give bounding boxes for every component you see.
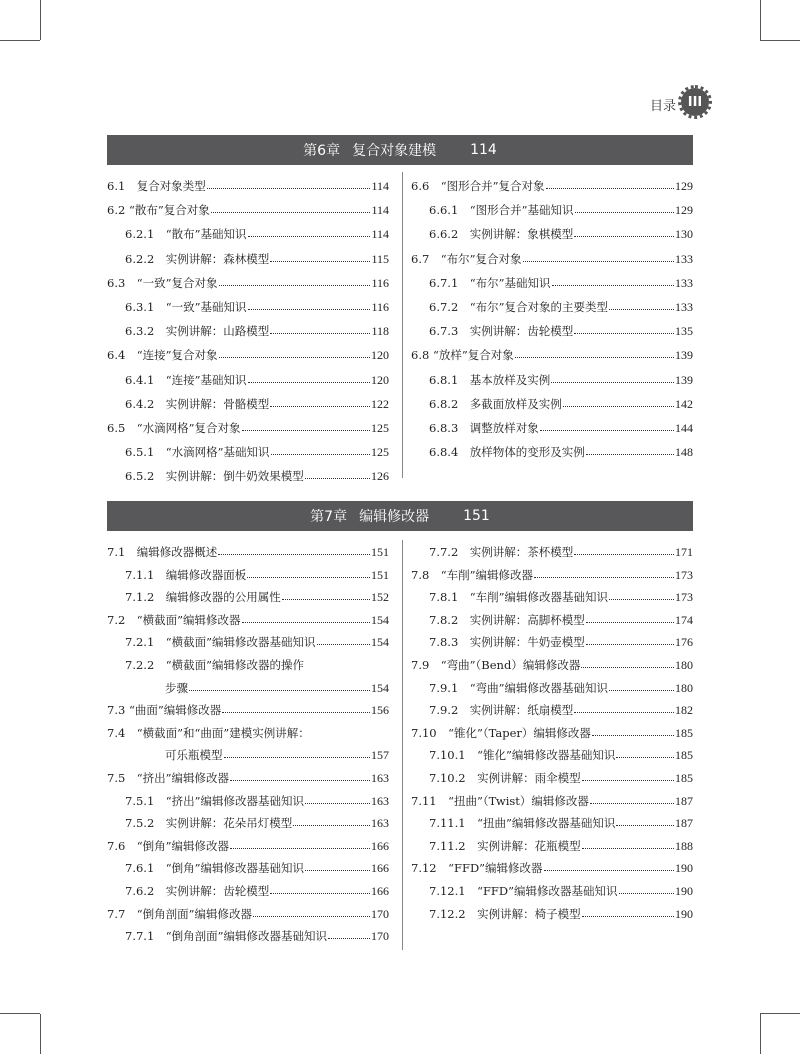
toc-entry[interactable] xyxy=(125,567,389,583)
leader-dots xyxy=(224,747,371,758)
toc-entry-title: 6.3.1 “一致”基础知识 xyxy=(125,300,247,314)
toc-entry-title: 7.8.3 实例讲解：牛奶壶模型 xyxy=(429,635,585,650)
toc-entry-page: 190 xyxy=(675,884,693,898)
toc-entry[interactable] xyxy=(107,178,389,194)
toc-entry-page: 163 xyxy=(371,816,389,831)
toc-entry-title: 6.6 “图形合并”复合对象 xyxy=(411,179,545,193)
toc-entry-title: 6.5 “水滴网格”复合对象 xyxy=(107,421,241,435)
leader-dots xyxy=(551,372,674,383)
toc-entry-title: 7.12 “FFD”编辑修改器 xyxy=(411,861,543,876)
toc-entry[interactable] xyxy=(411,860,693,876)
toc-entry-title: 7.3 “曲面”编辑修改器 xyxy=(107,703,222,718)
leader-dots xyxy=(515,347,674,358)
toc-entry-title: 7.9 “弯曲”（Bend）编辑修改器 xyxy=(411,658,581,672)
toc-entry[interactable] xyxy=(429,323,693,339)
toc-entry[interactable] xyxy=(165,747,389,763)
toc-entry[interactable] xyxy=(429,544,693,560)
leader-dots xyxy=(222,702,370,713)
toc-entry-page: 185 xyxy=(675,771,693,785)
toc-entry-page: 154 xyxy=(371,612,389,627)
toc-entry-title: 7.6.2 实例讲解：齿轮模型 xyxy=(125,884,270,898)
leader-dots xyxy=(581,657,674,668)
toc-entry[interactable] xyxy=(125,396,389,412)
toc-entry[interactable] xyxy=(125,299,389,315)
leader-dots xyxy=(253,906,370,917)
leader-dots xyxy=(616,815,674,826)
leader-dots xyxy=(574,323,674,334)
column-divider xyxy=(402,540,403,950)
leader-dots xyxy=(328,928,370,939)
chapter-6-heading xyxy=(107,135,693,165)
toc-entry-title: 7.7.1 “倒角剖面”编辑修改器基础知识 xyxy=(125,929,328,944)
toc-entry-page: 133 xyxy=(675,300,693,314)
toc-entry[interactable] xyxy=(429,226,693,242)
leader-dots xyxy=(546,178,674,189)
toc-entry[interactable] xyxy=(411,725,693,741)
leader-dots xyxy=(293,815,370,826)
leader-dots xyxy=(248,226,371,237)
page-number: III xyxy=(687,94,703,110)
leader-dots xyxy=(582,906,674,917)
toc-entry-title: 7.1.2 编辑修改器的公用属性 xyxy=(125,590,281,605)
toc-entry[interactable] xyxy=(107,725,389,741)
toc-entry[interactable] xyxy=(429,680,693,696)
leader-dots xyxy=(248,299,371,310)
chapter-title: 复合对象建模 xyxy=(352,143,437,159)
toc-entry-page: 120 xyxy=(371,372,389,387)
leader-dots xyxy=(540,420,674,431)
leader-dots xyxy=(271,444,370,455)
toc-entry-title: 6.2.2 实例讲解：森林模型 xyxy=(125,251,270,266)
leader-dots xyxy=(305,860,370,871)
toc-entry-page: 171 xyxy=(675,545,693,559)
toc-entry-title: 7.10.2 实例讲解：雨伞模型 xyxy=(429,771,581,785)
toc-entry-page: 116 xyxy=(371,300,389,314)
toc-entry-title: 7.6.1 “倒角”编辑修改器基础知识 xyxy=(125,861,305,876)
toc-entry-title: 7.7 “倒角剖面”编辑修改器 xyxy=(107,906,253,921)
toc-entry-page: 180 xyxy=(675,680,693,695)
toc-entry[interactable] xyxy=(411,657,693,673)
toc-entry-title: 7.11.1 “扭曲”编辑修改器基础知识 xyxy=(429,816,616,831)
toc-entry-page: 118 xyxy=(371,324,389,339)
leader-dots xyxy=(586,444,674,455)
toc-entry-page: 129 xyxy=(675,179,693,193)
leader-dots xyxy=(189,680,370,691)
toc-entry[interactable] xyxy=(411,251,693,267)
toc-entry-title: 6.7.2 “布尔”复合对象的主要类型 xyxy=(429,300,609,314)
leader-dots xyxy=(270,883,370,894)
toc-entry-page: 170 xyxy=(371,906,389,921)
toc-entry[interactable] xyxy=(125,657,389,673)
toc-entry-title: 7.8.1 “车削”编辑修改器基础知识 xyxy=(429,590,609,605)
toc-entry[interactable] xyxy=(125,793,389,809)
chapter-title: 编辑修改器 xyxy=(359,509,430,525)
leader-dots xyxy=(270,251,370,262)
toc-entry[interactable] xyxy=(429,202,693,218)
toc-entry-page: 190 xyxy=(675,861,693,876)
chapter-page: 114 xyxy=(470,142,497,158)
toc-entry-page: 173 xyxy=(675,567,693,582)
leader-dots xyxy=(305,793,370,804)
toc-entry[interactable] xyxy=(125,468,389,484)
toc-entry-title: 7.7.2 实例讲解：茶杯模型 xyxy=(429,545,574,559)
toc-entry[interactable] xyxy=(411,178,693,194)
toc-entry-page: 188 xyxy=(675,838,693,853)
crop-mark xyxy=(760,40,800,41)
toc-entry-title: 7.4 “横截面”和“曲面”建模实例讲解： xyxy=(107,725,310,740)
toc-entry-title: 6.7.3 实例讲解：齿轮模型 xyxy=(429,324,574,339)
leader-dots xyxy=(242,612,370,623)
toc-entry-page: 176 xyxy=(675,635,693,650)
crop-mark xyxy=(760,1014,761,1054)
toc-entry-page: 120 xyxy=(371,348,389,363)
leader-dots xyxy=(586,634,674,645)
toc-entry-page: 152 xyxy=(371,590,389,605)
toc-entry[interactable] xyxy=(107,770,389,786)
toc-entry[interactable] xyxy=(429,883,693,899)
leader-dots xyxy=(305,468,370,479)
toc-entry[interactable] xyxy=(125,815,389,831)
toc-entry-page: 142 xyxy=(675,396,693,411)
leader-dots xyxy=(282,589,370,600)
toc-entry[interactable] xyxy=(125,251,389,267)
toc-entry-title: 7.2.2 “横截面”编辑修改器的操作 xyxy=(125,658,305,672)
leader-dots xyxy=(247,567,370,578)
toc-entry-page: 180 xyxy=(675,658,693,672)
toc-entry-page: 151 xyxy=(371,545,389,559)
leader-dots xyxy=(270,323,370,334)
toc-entry[interactable] xyxy=(107,275,389,291)
toc-entry-page: 130 xyxy=(675,227,693,242)
toc-entry-title: 6.4 “连接”复合对象 xyxy=(107,348,218,363)
toc-entry-page: 166 xyxy=(371,838,389,853)
toc-entry[interactable] xyxy=(125,323,389,339)
toc-entry-title: 6.8 “放样”复合对象 xyxy=(411,348,514,363)
toc-entry[interactable] xyxy=(107,906,389,922)
toc-entry-page: 182 xyxy=(675,703,693,718)
toc-entry-page: 114 xyxy=(371,203,389,218)
toc-entry-title: 7.9.1 “弯曲”编辑修改器基础知识 xyxy=(429,680,609,695)
leader-dots xyxy=(230,838,370,849)
toc-entry-page: 173 xyxy=(675,590,693,605)
toc-entry[interactable] xyxy=(429,747,693,763)
leader-dots xyxy=(248,372,370,383)
leader-dots xyxy=(590,793,674,804)
toc-entry[interactable] xyxy=(411,567,693,583)
toc-entry[interactable] xyxy=(107,544,389,560)
toc-entry-title: 7.10.1 “锥化”编辑修改器基础知识 xyxy=(429,748,616,763)
toc-entry-title: 6.2 “散布”复合对象 xyxy=(107,203,210,218)
toc-entry[interactable] xyxy=(107,612,389,628)
toc-entry-page: 122 xyxy=(371,396,389,411)
leader-dots xyxy=(207,178,371,189)
toc-entry-page: 154 xyxy=(371,635,389,650)
leader-dots xyxy=(619,883,674,894)
toc-entry-page: 114 xyxy=(371,227,389,242)
toc-entry[interactable] xyxy=(429,275,693,291)
toc-entry[interactable] xyxy=(125,883,389,899)
crop-mark xyxy=(760,0,761,40)
toc-entry[interactable] xyxy=(429,420,693,436)
leader-dots xyxy=(552,275,674,286)
leader-dots xyxy=(523,251,674,262)
toc-entry[interactable] xyxy=(429,372,693,388)
toc-entry-page: 114 xyxy=(371,179,389,193)
toc-entry[interactable] xyxy=(429,634,693,650)
toc-entry-title: 6.3 “一致”复合对象 xyxy=(107,275,218,290)
toc-entry-title: 7.1.1 编辑修改器面板 xyxy=(125,567,247,582)
toc-entry-title: 7.11.2 实例讲解：花瓶模型 xyxy=(429,838,581,853)
toc-entry-page: 154 xyxy=(371,680,389,695)
toc-entry-page: 125 xyxy=(371,445,389,460)
toc-entry[interactable] xyxy=(125,634,389,650)
leader-dots xyxy=(211,202,371,213)
toc-entry[interactable] xyxy=(107,838,389,854)
toc-entry-title: 7.10 “锥化”（Taper）编辑修改器 xyxy=(411,725,591,740)
toc-entry-title: 6.4.1 “连接”基础知识 xyxy=(125,372,247,387)
toc-entry-title: 7.2 “横截面”编辑修改器 xyxy=(107,612,241,627)
crop-mark xyxy=(0,1013,40,1014)
toc-entry[interactable] xyxy=(429,444,693,460)
toc-entry-page: 166 xyxy=(371,884,389,898)
toc-entry-page: 166 xyxy=(371,861,389,876)
toc-entry[interactable] xyxy=(429,299,693,315)
toc-entry[interactable] xyxy=(429,906,693,922)
toc-entry-page: 129 xyxy=(675,203,693,218)
toc-entry-page: 139 xyxy=(675,372,693,387)
toc-entry-title: 7.5.1 “挤出”编辑修改器基础知识 xyxy=(125,793,305,808)
leader-dots xyxy=(242,420,370,431)
toc-entry-page: 148 xyxy=(675,445,693,460)
leader-dots xyxy=(574,544,674,555)
toc-entry-title: 6.8.1 基本放样及实例 xyxy=(429,372,551,387)
toc-entry-title: 6.6.2 实例讲解：象棋模型 xyxy=(429,227,574,242)
leader-dots xyxy=(609,680,674,691)
toc-entry-title: 6.8.4 放样物体的变形及实例 xyxy=(429,445,585,460)
toc-entry[interactable] xyxy=(429,612,693,628)
toc-entry-page: 139 xyxy=(675,348,693,363)
toc-entry[interactable] xyxy=(125,372,389,388)
leader-dots xyxy=(586,612,674,623)
toc-entry-page: 170 xyxy=(371,929,389,944)
toc-entry-title: 6.5.2 实例讲解：倒牛奶效果模型 xyxy=(125,469,304,484)
toc-entry[interactable] xyxy=(411,793,693,809)
crop-mark xyxy=(760,1013,800,1014)
toc-entry-page: 163 xyxy=(371,771,389,785)
toc-entry-title: 7.6 “倒角”编辑修改器 xyxy=(107,838,230,853)
toc-entry-title: 7.12.2 实例讲解：椅子模型 xyxy=(429,906,581,921)
running-header: 目录 xyxy=(649,99,676,114)
chapter-page: 151 xyxy=(463,508,490,524)
toc-entry-title: 6.4.2 实例讲解：骨骼模型 xyxy=(125,396,270,411)
toc-entry-page: 135 xyxy=(675,324,693,339)
toc-entry-title: 6.6.1 “图形合并”基础知识 xyxy=(429,203,574,218)
toc-entry-page: 133 xyxy=(675,275,693,290)
toc-entry-page: 187 xyxy=(675,793,693,808)
leader-dots xyxy=(582,838,674,849)
toc-entry-title: 6.1 复合对象类型 xyxy=(107,179,206,193)
crop-mark xyxy=(40,0,41,40)
toc-entry[interactable] xyxy=(411,347,693,363)
toc-entry-title: 7.5.2 实例讲解：花朵吊灯模型 xyxy=(125,816,293,831)
toc-entry-title: 7.2.1 “横截面”编辑修改器基础知识 xyxy=(125,635,316,650)
toc-entry-page: 187 xyxy=(675,816,693,831)
leader-dots xyxy=(574,226,674,237)
toc-entry-title: 7.12.1 “FFD”编辑修改器基础知识 xyxy=(429,884,618,898)
toc-entry-page: 126 xyxy=(371,469,389,484)
leader-dots xyxy=(230,770,370,781)
leader-dots xyxy=(534,567,674,578)
leader-dots xyxy=(574,702,674,713)
leader-dots xyxy=(592,725,674,736)
toc-entry[interactable] xyxy=(429,770,693,786)
toc-entry-page: 116 xyxy=(371,275,389,290)
toc-entry[interactable] xyxy=(429,396,693,412)
toc-entry-page: 125 xyxy=(371,421,389,435)
crop-mark xyxy=(40,1014,41,1054)
toc-entry-title: 7.1 编辑修改器概述 xyxy=(107,545,218,559)
toc-entry-title: 7.8 “车削”编辑修改器 xyxy=(411,567,534,582)
toc-entry[interactable] xyxy=(125,226,389,242)
toc-entry-title: 6.8.3 调整放样对象 xyxy=(429,421,539,435)
leader-dots xyxy=(609,589,674,600)
toc-entry-title: 6.5.1 “水滴网格”基础知识 xyxy=(125,445,270,460)
toc-entry[interactable] xyxy=(107,702,389,718)
leader-dots xyxy=(544,860,674,871)
toc-entry[interactable] xyxy=(125,444,389,460)
toc-entry-page: 174 xyxy=(675,612,693,627)
toc-entry[interactable] xyxy=(165,680,389,696)
toc-entry-title: 6.8.2 多截面放样及实例 xyxy=(429,396,562,411)
toc-entry-page: 185 xyxy=(675,725,693,740)
crop-mark xyxy=(0,40,40,41)
page-number-badge xyxy=(681,88,709,116)
toc-entry-title: 6.7 “布尔”复合对象 xyxy=(411,251,522,266)
toc-entry[interactable] xyxy=(429,589,693,605)
leader-dots xyxy=(563,396,674,407)
toc-entry-title: 7.5 “挤出”编辑修改器 xyxy=(107,771,230,785)
toc-entry-title: 步骤 xyxy=(165,680,188,695)
column-divider xyxy=(402,172,403,478)
toc-entry-page: 157 xyxy=(371,748,389,763)
chapter-number: 第7章 xyxy=(310,509,348,525)
toc-entry[interactable] xyxy=(107,202,389,218)
toc-entry-page: 156 xyxy=(371,703,389,718)
leader-dots xyxy=(219,275,371,286)
leader-dots xyxy=(616,747,674,758)
toc-entry-title: 可乐瓶模型 xyxy=(165,748,223,763)
leader-dots xyxy=(218,544,370,555)
toc-entry-title: 7.11 “扭曲”（Twist）编辑修改器 xyxy=(411,793,589,808)
toc-entry-page: 190 xyxy=(675,906,693,921)
toc-entry[interactable] xyxy=(107,420,389,436)
toc-entry-page: 115 xyxy=(371,251,389,266)
toc-entry-title: 7.8.2 实例讲解：高脚杯模型 xyxy=(429,612,585,627)
leader-dots xyxy=(219,347,370,358)
toc-entry-title: 7.9.2 实例讲解：纸扇模型 xyxy=(429,703,574,718)
chapter-7-heading xyxy=(107,501,693,531)
toc-entry-page: 151 xyxy=(371,567,389,582)
toc-entry-page: 144 xyxy=(675,421,693,435)
toc-entry[interactable] xyxy=(429,702,693,718)
toc-entry[interactable] xyxy=(107,347,389,363)
toc-entry[interactable] xyxy=(429,838,693,854)
toc-entry[interactable] xyxy=(125,589,389,605)
leader-dots xyxy=(582,770,674,781)
leader-dots xyxy=(609,299,674,310)
toc-entry-title: 6.3.2 实例讲解：山路模型 xyxy=(125,324,270,339)
toc-entry-title: 6.2.1 “散布”基础知识 xyxy=(125,227,247,242)
leader-dots xyxy=(317,634,370,645)
leader-dots xyxy=(270,396,370,407)
toc-entry-page: 133 xyxy=(675,251,693,266)
chapter-number: 第6章 xyxy=(303,143,341,159)
toc-entry-title: 6.7.1 “布尔”基础知识 xyxy=(429,275,551,290)
toc-entry-page: 185 xyxy=(675,748,693,763)
toc-entry[interactable] xyxy=(125,860,389,876)
toc-entry[interactable] xyxy=(429,815,693,831)
toc-entry-page: 163 xyxy=(371,793,389,808)
toc-entry[interactable] xyxy=(125,928,389,944)
leader-dots xyxy=(575,202,674,213)
